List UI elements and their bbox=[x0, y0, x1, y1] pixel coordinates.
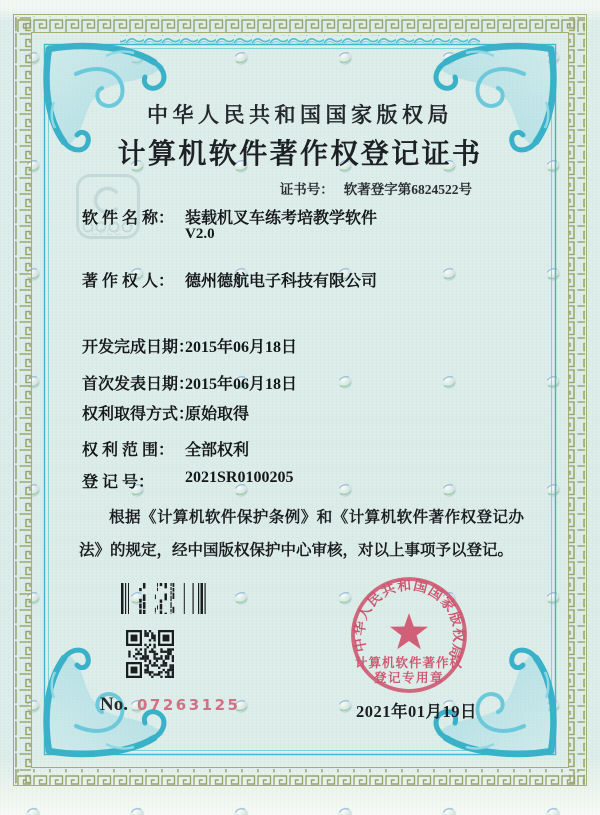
serial-number: 07263125 bbox=[136, 696, 241, 714]
certificate-number-label: 证书号： bbox=[279, 182, 334, 197]
greek-key-top bbox=[15, 16, 585, 32]
seal-ring-text: 中华人民共和国国家版权局 bbox=[352, 578, 466, 662]
field-value: 全部权利 bbox=[185, 442, 250, 459]
software-version: V2.0 bbox=[185, 226, 215, 242]
qr-code bbox=[126, 630, 174, 678]
field-value: 德州德航电子科技有限公司 bbox=[185, 273, 378, 290]
seal-line2: 登记专用章 bbox=[373, 671, 445, 685]
registration-statement: 根据《计算机软件保护条例》和《计算机软件著作权登记办法》的规定，经中国版权保护中心审核，对以上事项予以登记。 bbox=[79, 509, 524, 559]
field-label: 登 记 号： bbox=[82, 474, 155, 491]
serial-prefix: No. bbox=[100, 694, 128, 715]
field-value: 2015年06月18日 bbox=[185, 339, 298, 356]
barcode bbox=[121, 583, 207, 614]
field-label: 权 利 范 围： bbox=[82, 442, 175, 459]
issuing-authority: 中华人民共和国国家版权局 bbox=[147, 103, 453, 127]
seal-line1: 计算机软件著作权 bbox=[354, 656, 464, 670]
field-software-name bbox=[82, 205, 378, 227]
field-label: 开发完成日期： bbox=[82, 339, 195, 356]
field-first-publish-date bbox=[82, 371, 298, 393]
field-rights-scope bbox=[82, 437, 250, 459]
field-registration-number bbox=[82, 469, 294, 491]
field-dev-complete-date bbox=[82, 334, 298, 356]
field-label: 权利取得方式： bbox=[82, 406, 195, 423]
field-rights-acquisition bbox=[82, 401, 250, 423]
greek-key-bottom bbox=[15, 769, 585, 785]
serial-number-row bbox=[100, 694, 240, 716]
star-icon bbox=[390, 613, 428, 649]
certificate-number-value: 软著登字第6824522号 bbox=[343, 182, 472, 197]
field-value: 原始取得 bbox=[185, 406, 250, 423]
field-value: 2015年06月18日 bbox=[185, 376, 298, 393]
field-value: 装载机叉车练考培教学软件 bbox=[185, 210, 378, 227]
official-seal bbox=[348, 574, 470, 696]
field-copyright-owner bbox=[82, 268, 378, 290]
certificate-title: 计算机软件著作权登记证书 bbox=[117, 139, 483, 170]
field-label: 著 作 权 人： bbox=[82, 273, 175, 290]
field-label: 软 件 名 称： bbox=[82, 210, 175, 227]
cpcc-watermark-text: CPCC bbox=[91, 228, 123, 237]
top-ornament-band bbox=[120, 35, 480, 44]
certificate-number-row bbox=[280, 178, 472, 198]
field-label: 首次发表日期： bbox=[82, 376, 195, 393]
field-value: 2021SR0100205 bbox=[185, 469, 294, 486]
issue-date: 2021年01月19日 bbox=[356, 702, 477, 721]
